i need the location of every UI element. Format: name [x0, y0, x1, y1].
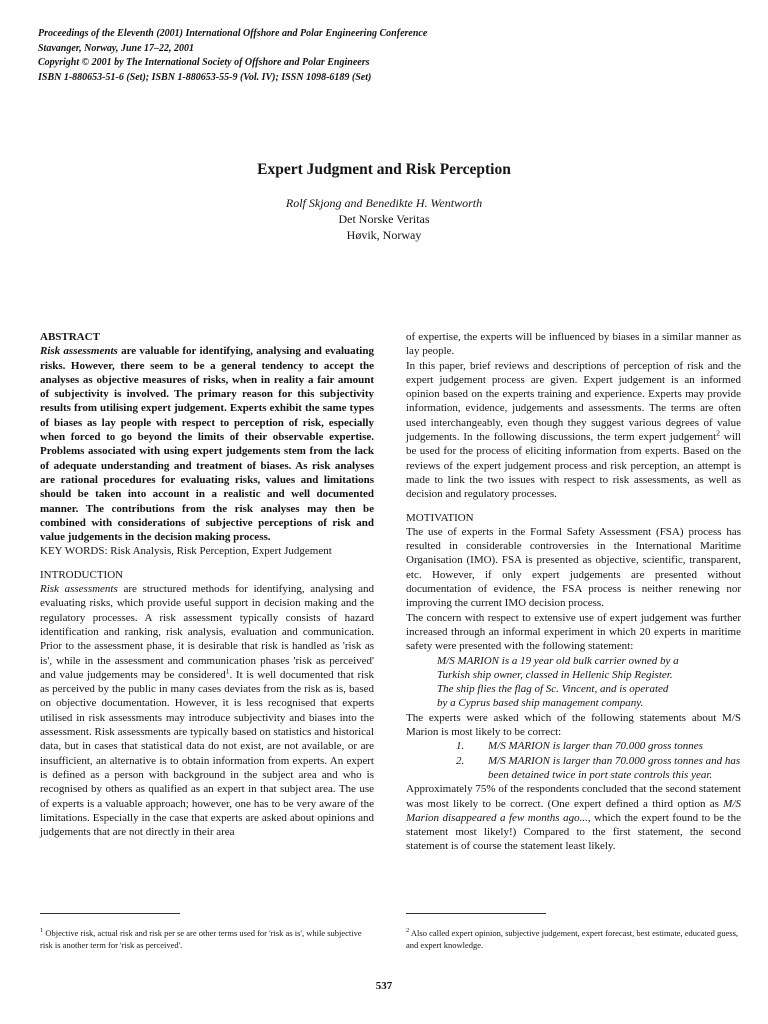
- paper-title: Expert Judgment and Risk Perception: [257, 161, 511, 178]
- abstract-heading: ABSTRACT: [40, 331, 100, 343]
- footnote-1-number: 1: [40, 927, 44, 935]
- list-item: [406, 754, 741, 783]
- introduction-body-2: . It is well documented that risk as perceived by the public in many cases deviates from the risk as is, based on objective documentation. However, it is less recognised that experts utilised in risk assessments may introduce subjectivity and biases into the assessment. Risk assessments are typically based on statistics and historical data, but in cases that statistical data do not exist, are not available, or are insufficient, an alternative is to obtain information from experts. An expert is defined as a person with background in the subject area and who is recognised by others as qualified as an expert in that subject area. The use of experts is a valuable approach; however, one has to be very aware of the limitations. Especially in the case that experts are asked about opinions and judgements that are not directly in their area: [40, 668, 374, 839]
- statement-list: [406, 739, 741, 782]
- header-copyright: Copyright © 2001 by The International Society of Offshore and Polar Engineers: [38, 57, 370, 68]
- right-column: [406, 330, 741, 854]
- footnote-2-text: Also called expert opinion, subjective judgement, expert forecast, best estimate, educated guess, and expert knowledge.: [406, 928, 739, 950]
- footnote-ref-1: 1: [225, 666, 230, 676]
- motivation-paragraph-1: The use of experts in the Formal Safety Assessment (FSA) process has resulted in considerable controversies in the International Maritime Organisation (IMO). FSA is presented as objective, scientific, transparent, etc. However, if only expert judgements are presented without documentation of evidence, the FSA process is neither renewing nor improving the current IMO decision process.: [406, 525, 741, 610]
- introduction-lead: Risk assessments: [40, 583, 118, 596]
- scope-text-2: will be used for the process of eliciting information from experts. Based on the reviews of the expert judgement process and risk perception, an attempt is made to link the two issues with respect to risk assessments, as well as decision and regulatory processes.: [406, 431, 741, 501]
- keywords: KEY WORDS: Risk Analysis, Risk Perception, Expert Judgement: [40, 545, 332, 558]
- footnote-1-text: Objective risk, actual risk and risk per se are other terms used for 'risk as is', while subjective risk is another term for 'risk as perceived'.: [40, 928, 362, 950]
- result-text-1: Approximately 75% of the respondents concluded that the second statement was most likely to be correct. (One expert defined a third option as: [406, 783, 741, 810]
- motivation-paragraph-4: [406, 782, 741, 853]
- footnote-2-number: 2: [406, 927, 410, 935]
- list-item-number: 2.: [456, 754, 465, 767]
- author-block: [0, 195, 768, 243]
- header-isbn: ISBN 1-880653-51-6 (Set); ISBN 1-880653-55-9 (Vol. IV); ISSN 1098-6189 (Set): [38, 71, 372, 83]
- introduction-body-1: are structured methods for identifying, analysing and evaluating risks, which provide useful support in decision making and the regulatory processes. A risk assessment typically consists of hazard identification and ranking, risk analysis, evaluation and communication. Prior to the assessment phase, it is desirable that risk is handled as 'risk as is', while in the assessment and communication phases 'risk as perceived' and value judgements may be considered: [40, 583, 375, 681]
- list-item-number: 1.: [456, 740, 465, 753]
- scope-paragraph: [406, 359, 741, 502]
- scope-text-1: In this paper, brief reviews and descriptions of perception of risk and the expert judgement process are given. Expert judgement is an informed opinion based on the experts training and experience. Experts may provide information, evidence, judgements and assessments. The terms are often used interchangeably, even though they suggest various degrees of value judgements. In the following discussions, the term expert judgement: [406, 359, 741, 444]
- left-column: [40, 330, 374, 839]
- introduction-heading: INTRODUCTION: [40, 568, 124, 581]
- footnote-ref-2: 2: [716, 428, 720, 438]
- abstract-text: [40, 344, 374, 544]
- footnote-2: [406, 928, 741, 951]
- introduction-text: [40, 582, 374, 839]
- list-item-text: M/S MARION is larger than 70.000 gross tonnes and has been detained twice in port state controls this year.: [488, 754, 741, 781]
- ship-statement-quote: M/S MARION is a 19 year old bulk carrier owned by a Turkish ship owner, classed in Hellenic Ship Register. The ship flies the flag of Sc. Vincent, and is operated by a Cyprus based ship management company.: [437, 654, 679, 710]
- list-item: [406, 739, 741, 753]
- abstract-lead: Risk assessments: [40, 345, 118, 358]
- motivation-paragraph-2: The concern with respect to extensive use of expert judgement was further increased through an informal experiment in which 20 experts in maritime safety were presented with the following statement:: [406, 611, 741, 653]
- motivation-heading: MOTIVATION: [406, 511, 474, 524]
- author-names: Rolf Skjong and Benedikte H. Wentworth: [285, 196, 483, 210]
- footnote-1: [40, 928, 374, 951]
- proceedings-header: [38, 27, 558, 85]
- header-location-date: Stavanger, Norway, June 17–22, 2001: [38, 42, 195, 54]
- affiliation: Det Norske Veritas: [338, 212, 430, 226]
- result-third-option: M/S Marion disappeared a few months ago...: [406, 797, 741, 824]
- list-item-text: M/S MARION is larger than 70.000 gross tonnes: [488, 740, 703, 753]
- motivation-paragraph-3: The experts were asked which of the following statements about M/S Marion is most likely to be correct:: [406, 711, 741, 739]
- result-text-2: , which the expert found to be the statement most likely!) Compared to the first statement, the second statement is of course the statement least likely.: [406, 811, 741, 853]
- affiliation-location: Høvik, Norway: [346, 228, 422, 242]
- footnote-divider-left: [40, 913, 180, 914]
- footnote-divider-right: [406, 913, 546, 914]
- abstract-body: are valuable for identifying, analysing and evaluating risks. However, there seem to be a general tendency to accept the analyses as objective measures of risks, when in reality a fair amount of subjectivity is involved. The primary reason for this subjectivity results from utilising expert judgement. Experts exhibit the same types of biases as lay people with respect to perception of risk, especially when forced to go beyond the limits of their observable expertise. Problems associated with using expert judgements stem from the lack of adequate understanding and treatment of biases. As risk analyses are rational procedures for evaluating risks, values and limitations should be taken into account in a realistic and well documented manner. The contributions from the risk analyses may then be combined with considerations of subjective perceptions of risk and value judgements in the decision making process.: [40, 345, 374, 544]
- page-number: 537: [375, 980, 393, 992]
- continued-paragraph: of expertise, the experts will be influenced by biases in a similar manner as lay people.: [406, 331, 741, 358]
- header-conference: Proceedings of the Eleventh (2001) International Offshore and Polar Engineering Conference: [38, 28, 428, 39]
